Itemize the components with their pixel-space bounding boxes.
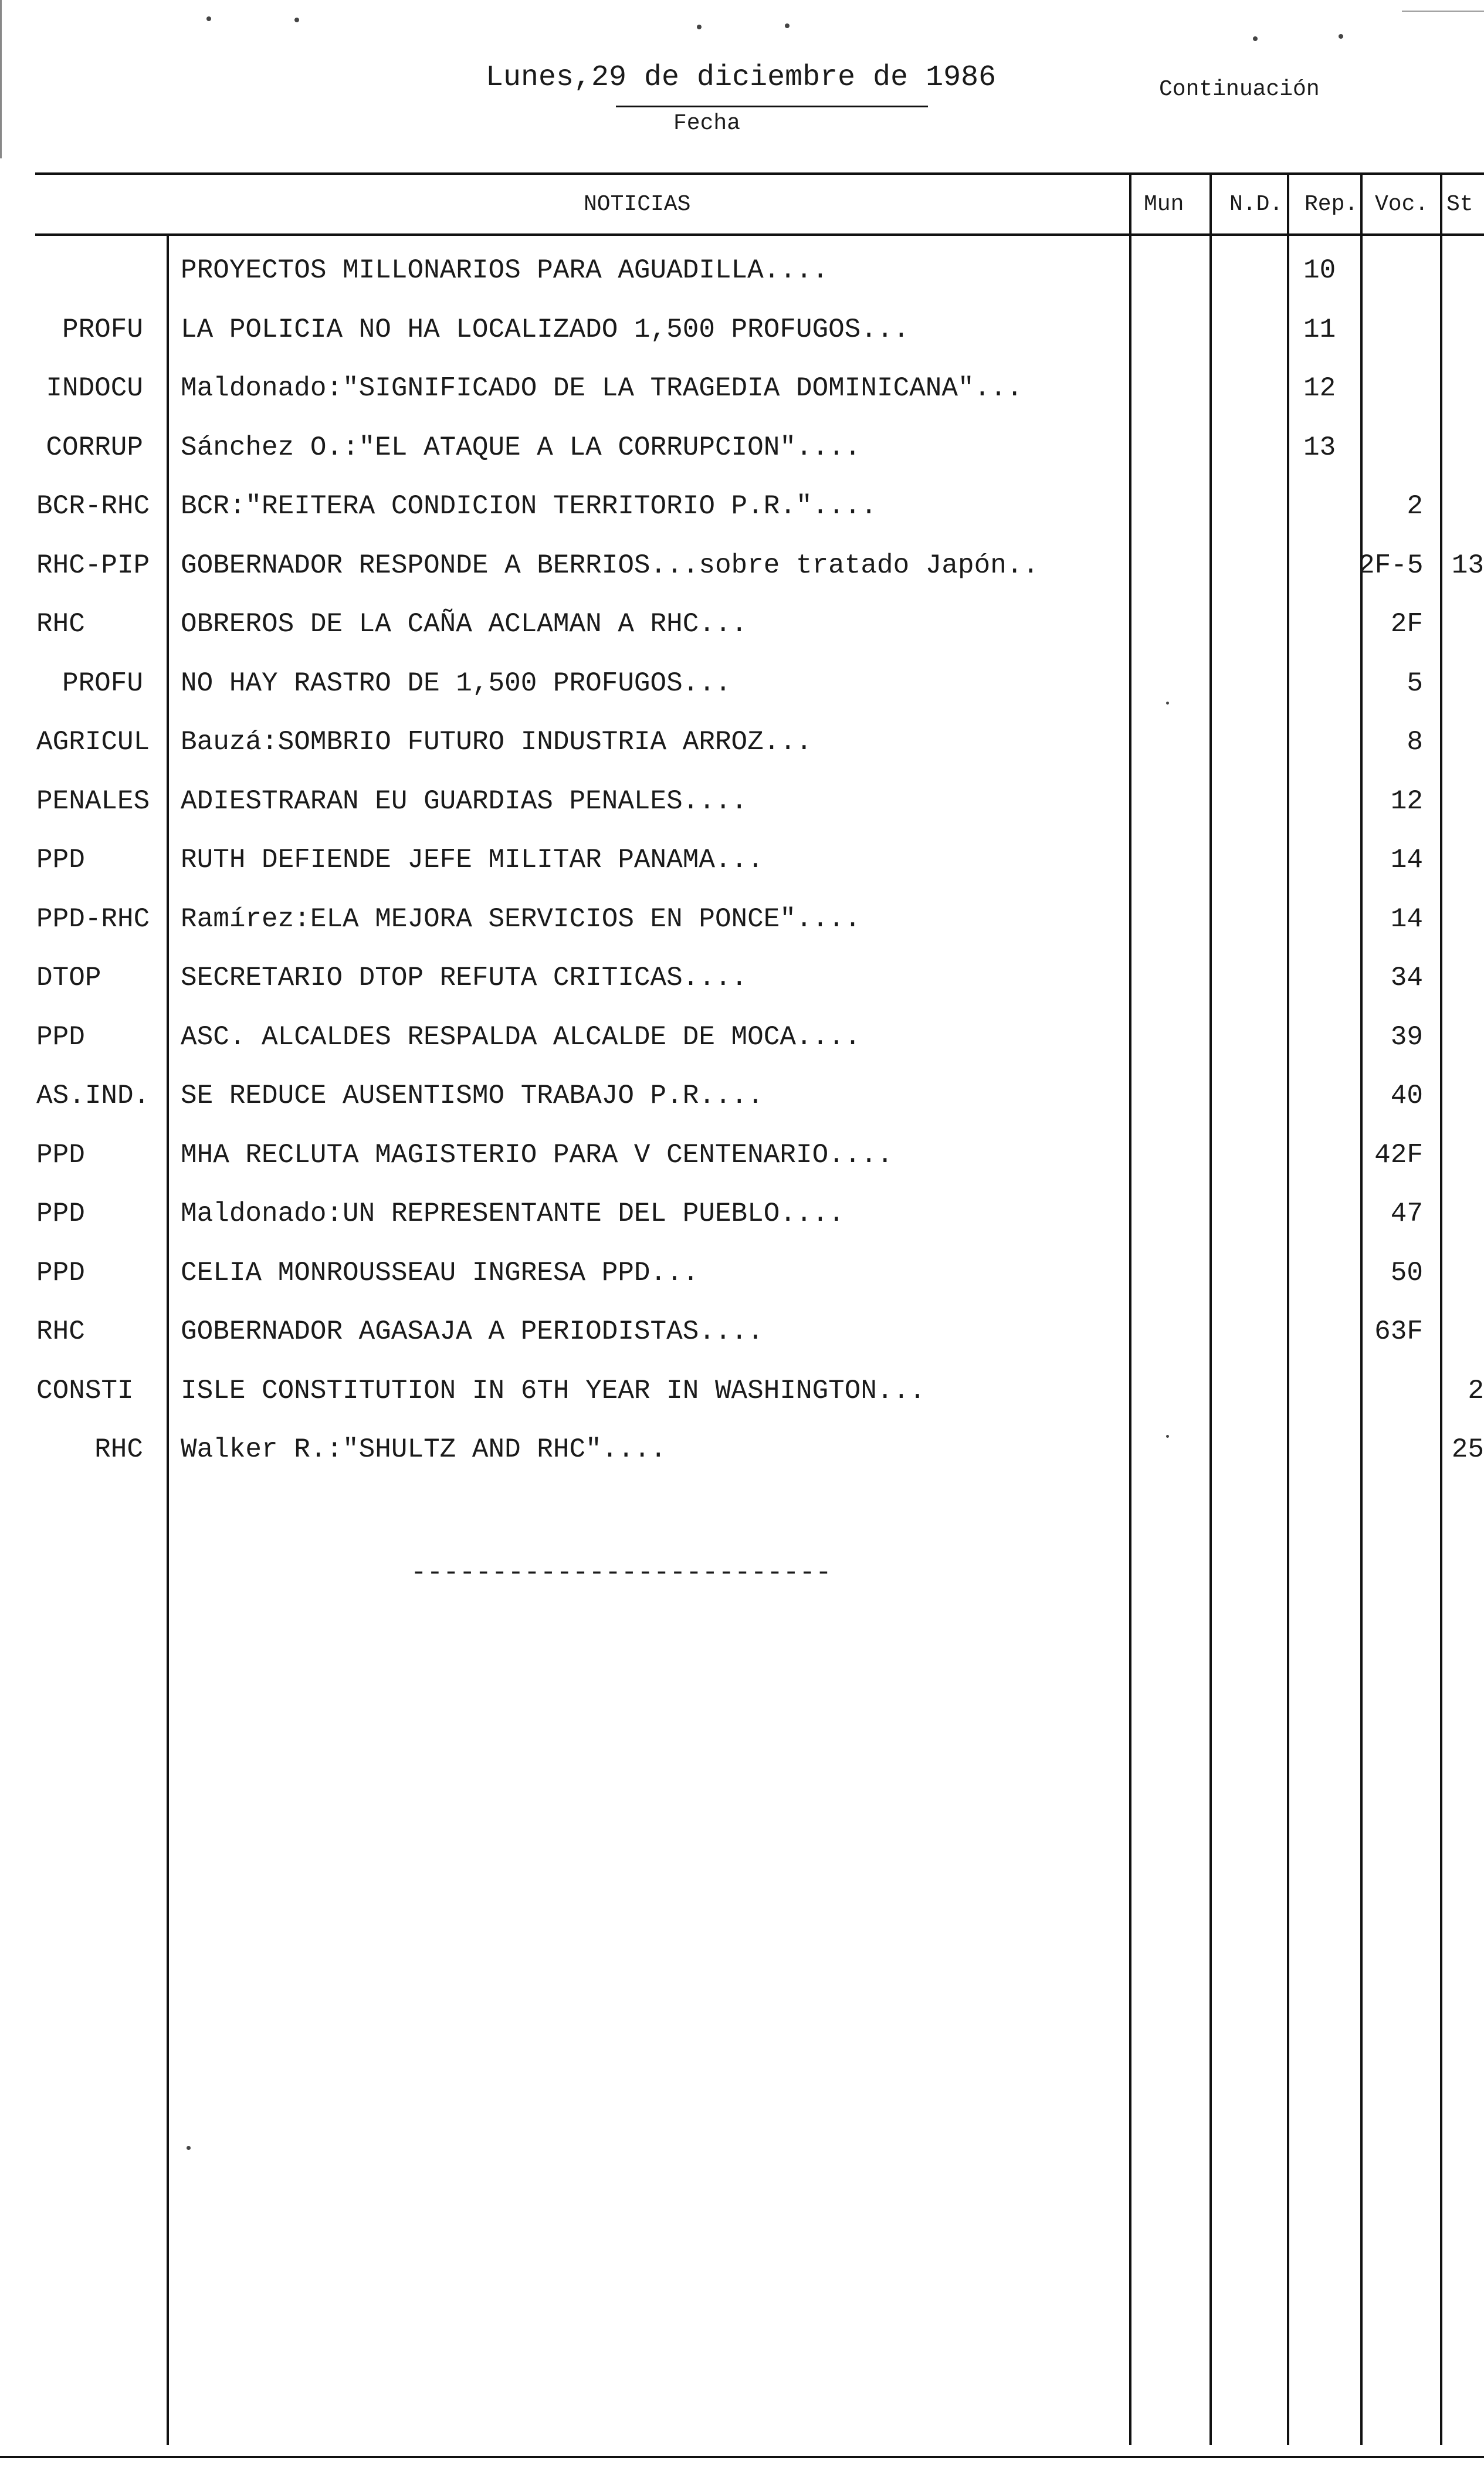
date-underline (616, 106, 928, 107)
margin-mark (785, 23, 790, 28)
row-rep: 10 (1303, 255, 1336, 286)
row-tag: PPD (36, 845, 85, 875)
row-voc: 12 (1390, 786, 1423, 817)
row-voc: 42F (1374, 1140, 1423, 1170)
row-tag: PPD (36, 1022, 85, 1052)
margin-mark (1253, 36, 1258, 41)
row-voc: 47 (1390, 1198, 1423, 1229)
row-voc: 2F (1390, 609, 1423, 639)
row-tag: DTOP (36, 963, 101, 993)
nd-column-divider (1209, 172, 1212, 2445)
st-column-divider (1440, 172, 1442, 2445)
row-headline: NO HAY RASTRO DE 1,500 PROFUGOS... (181, 668, 731, 699)
row-tag: PPD (36, 1140, 85, 1170)
column-header-noticias: NOTICIAS (584, 192, 691, 217)
row-voc: 34 (1390, 963, 1423, 993)
column-header-nd: N.D. (1229, 192, 1283, 217)
row-tag: CORRUP (46, 432, 143, 463)
column-header-rep: Rep. (1305, 192, 1358, 217)
table-bottom-rule (0, 2456, 1484, 2458)
table-top-rule (35, 172, 1484, 175)
row-headline: GOBERNADOR AGASAJA A PERIODISTAS.... (181, 1316, 764, 1347)
left-margin-line (0, 0, 2, 158)
speck (1166, 702, 1169, 705)
margin-mark (294, 18, 299, 22)
row-tag: INDOCU (46, 373, 143, 404)
date-line: Lunes,29 de diciembre de 1986 (486, 61, 997, 94)
row-tag: RHC (36, 609, 85, 639)
row-voc: 14 (1390, 904, 1423, 934)
row-voc: 8 (1407, 727, 1423, 757)
row-tag: PENALES (36, 786, 150, 817)
row-tag: PROFU (62, 668, 143, 699)
row-tag: PROFU (62, 314, 143, 345)
margin-mark (1339, 34, 1343, 39)
end-marker: -------------------------- (411, 1557, 832, 1588)
row-headline: Walker R.:"SHULTZ AND RHC".... (181, 1434, 667, 1465)
row-headline: MHA RECLUTA MAGISTERIO PARA V CENTENARIO.... (181, 1140, 893, 1170)
row-tag: CONSTI (36, 1376, 134, 1406)
row-st: 13 (1451, 550, 1484, 581)
row-headline: ASC. ALCALDES RESPALDA ALCALDE DE MOCA.... (181, 1022, 861, 1052)
row-headline: ADIESTRARAN EU GUARDIAS PENALES.... (181, 786, 748, 817)
row-tag: AGRICUL (36, 727, 150, 757)
row-voc: 14 (1390, 845, 1423, 875)
row-headline: Maldonado:UN REPRESENTANTE DEL PUEBLO.... (181, 1198, 845, 1229)
margin-mark (697, 25, 702, 29)
row-tag: PPD (36, 1258, 85, 1288)
row-tag: RHC (36, 1316, 85, 1347)
date-caption: Fecha (673, 111, 741, 136)
row-rep: 11 (1303, 314, 1336, 345)
tag-column-divider (167, 233, 169, 2445)
row-headline: Ramírez:ELA MEJORA SERVICIOS EN PONCE".... (181, 904, 861, 934)
column-header-st: St (1446, 192, 1473, 217)
speck (187, 2146, 191, 2150)
row-tag: PPD (36, 1198, 85, 1229)
margin-mark (206, 16, 211, 21)
row-tag: BCR-RHC (36, 491, 150, 522)
row-headline: SECRETARIO DTOP REFUTA CRITICAS.... (181, 963, 748, 993)
row-voc: 40 (1390, 1081, 1423, 1111)
row-headline: PROYECTOS MILLONARIOS PARA AGUADILLA.... (181, 255, 829, 286)
column-header-voc: Voc. (1375, 192, 1429, 217)
row-headline: SE REDUCE AUSENTISMO TRABAJO P.R.... (181, 1081, 764, 1111)
row-rep: 12 (1303, 373, 1336, 404)
rep-column-divider (1287, 172, 1289, 2445)
row-voc: 39 (1390, 1022, 1423, 1052)
row-tag: AS.IND. (36, 1081, 150, 1111)
column-header-mun: Mun (1144, 192, 1184, 217)
row-voc: 50 (1390, 1258, 1423, 1288)
row-voc: 5 (1407, 668, 1423, 699)
row-tag: RHC (94, 1434, 143, 1465)
row-headline: RUTH DEFIENDE JEFE MILITAR PANAMA... (181, 845, 764, 875)
row-rep: 13 (1303, 432, 1336, 463)
row-headline: Sánchez O.:"EL ATAQUE A LA CORRUPCION".... (181, 432, 861, 463)
row-st: 25 (1451, 1434, 1484, 1465)
row-headline: Bauzá:SOMBRIO FUTURO INDUSTRIA ARROZ... (181, 727, 812, 757)
speck (1166, 1435, 1169, 1438)
table-header-rule (35, 233, 1484, 236)
mun-column-divider (1129, 172, 1131, 2445)
row-headline: LA POLICIA NO HA LOCALIZADO 1,500 PROFUGOS... (181, 314, 910, 345)
row-tag: PPD-RHC (36, 904, 150, 934)
row-headline: ISLE CONSTITUTION IN 6TH YEAR IN WASHINGTON... (181, 1376, 926, 1406)
row-tag: RHC-PIP (36, 550, 150, 581)
margin-mark (1402, 11, 1484, 12)
row-headline: CELIA MONROUSSEAU INGRESA PPD... (181, 1258, 699, 1288)
row-headline: BCR:"REITERA CONDICION TERRITORIO P.R.".... (181, 491, 877, 522)
row-voc: 2F-5 (1358, 550, 1424, 581)
row-headline: OBREROS DE LA CAÑA ACLAMAN A RHC... (181, 609, 748, 639)
continuation-label: Continuación (1159, 77, 1320, 102)
row-headline: Maldonado:"SIGNIFICADO DE LA TRAGEDIA DOMINICANA"... (181, 373, 1023, 404)
row-st: 2 (1468, 1376, 1484, 1406)
row-voc: 63F (1374, 1316, 1423, 1347)
row-headline: GOBERNADOR RESPONDE A BERRIOS...sobre tratado Japón.. (181, 550, 1039, 581)
row-voc: 2 (1407, 491, 1423, 522)
